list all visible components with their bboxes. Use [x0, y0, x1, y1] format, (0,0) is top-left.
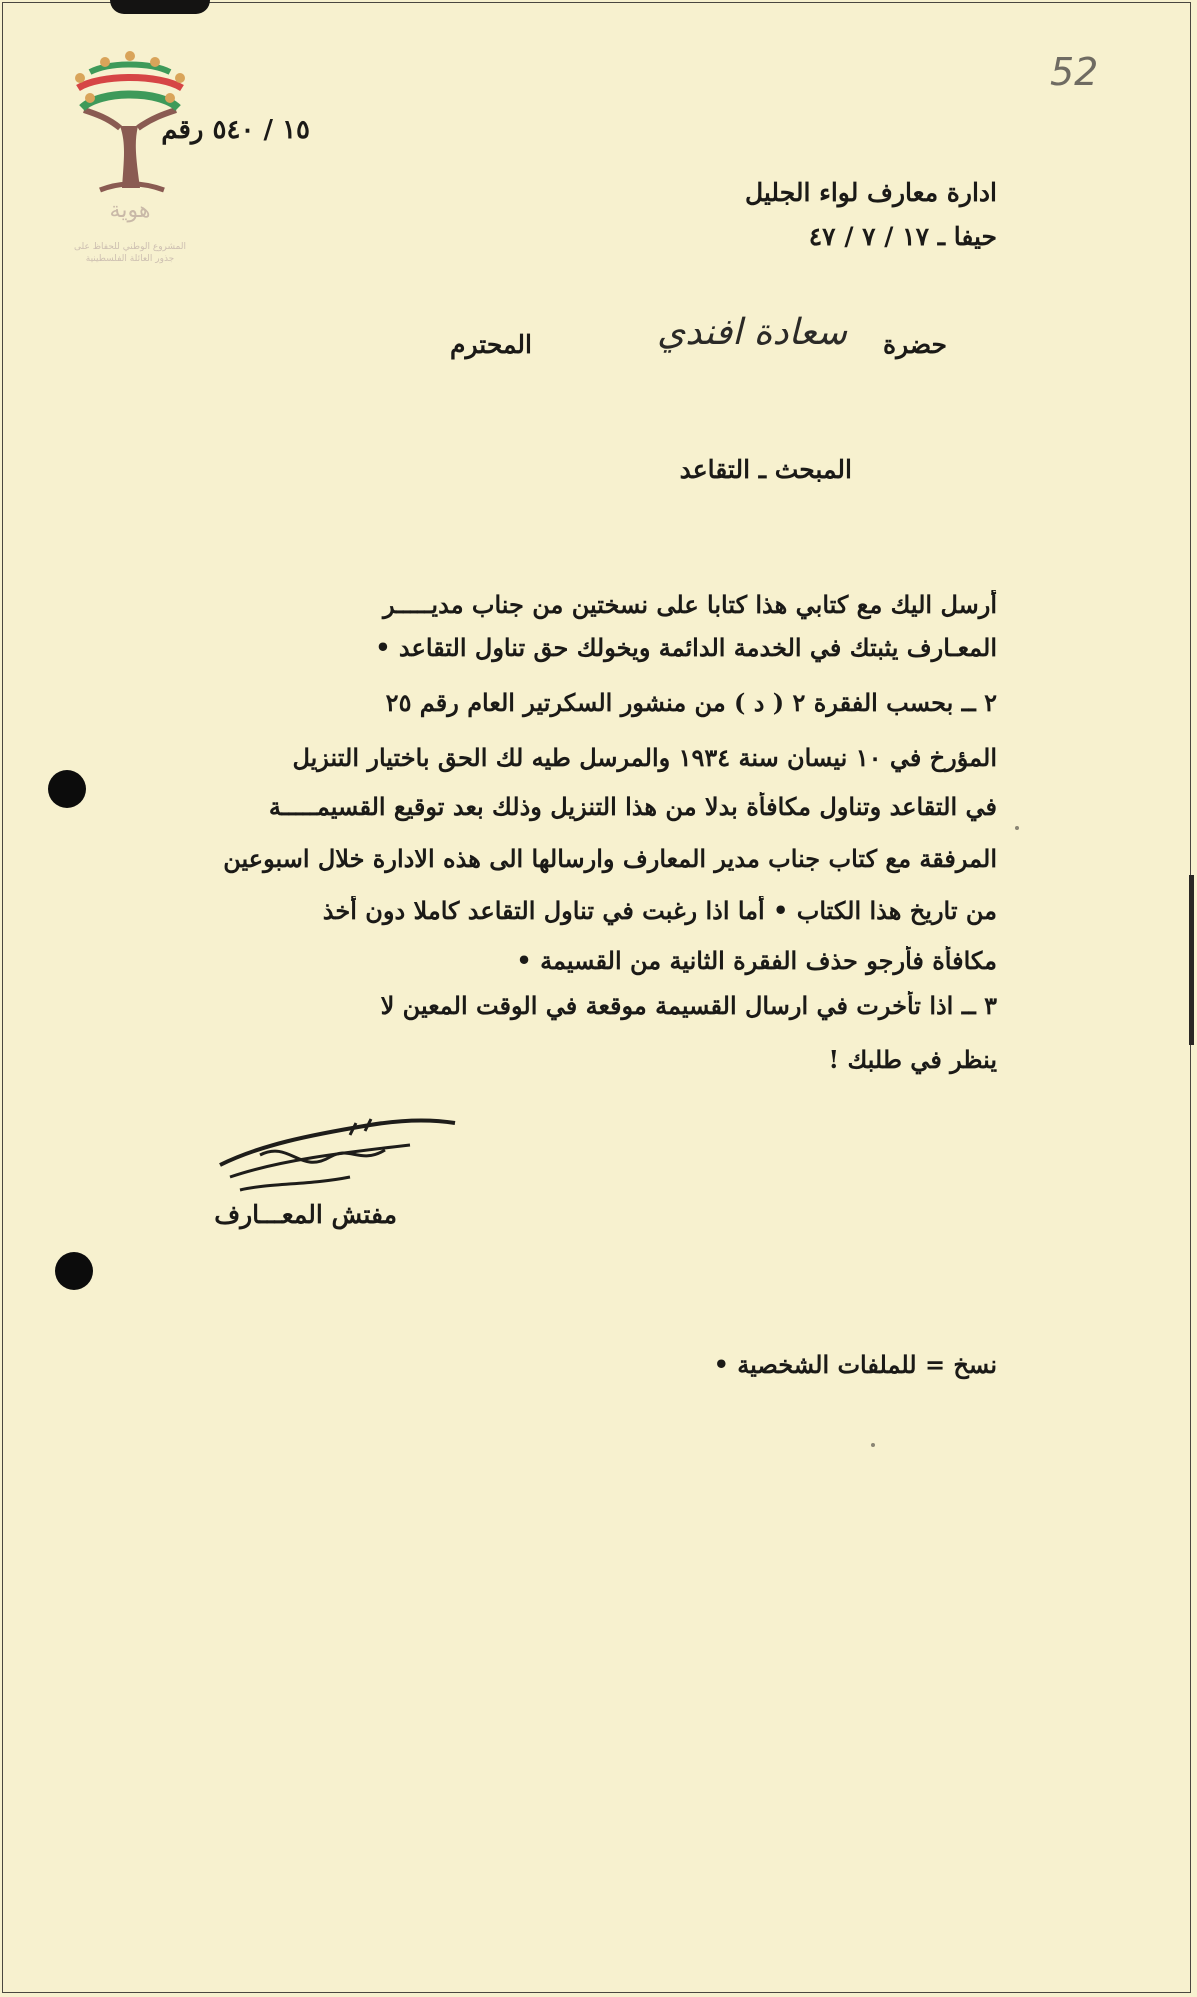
punch-hole-lower [55, 1252, 93, 1290]
reference-value: ١٥ / ٥٤٠ [212, 115, 310, 145]
body-line: ينظر في طلبك ! [828, 1045, 997, 1074]
logo-tagline-1: المشروع الوطني للحفاظ على [73, 242, 186, 252]
issuing-office: ادارة معارف لواء الجليل [744, 178, 997, 207]
body-line: مكافأة فأرجو حذف الفقرة الثانية من القسيمة • [516, 946, 997, 975]
scan-smudge [110, 0, 210, 14]
handwritten-signature [200, 1105, 470, 1215]
recipient-label: حضرة [882, 330, 947, 359]
scan-speck [871, 1443, 875, 1447]
reference-label: رقم [161, 115, 204, 145]
signatory-title: مفتش المعـــارف [214, 1200, 397, 1229]
copy-distribution-note: نسخ = للملفات الشخصية • [713, 1350, 997, 1379]
body-line: من تاريخ هذا الكتاب • أما اذا رغبت في تناول التقاعد كاملا دون أخذ [322, 896, 997, 925]
body-line: في التقاعد وتناول مكافأة بدلا من هذا التنزيل وذلك بعد توقيع القسيمـــــة [268, 792, 997, 821]
scan-speck [1015, 826, 1019, 830]
logo-tagline-2: جذور العائلة الفلسطينية [85, 254, 175, 264]
body-line: المؤرخ في ١٠ نيسان سنة ١٩٣٤ والمرسل طيه لك الحق باختيار التنزيل [292, 743, 997, 772]
place-and-date: حيفا ـ ١٧ / ٧ / ٤٧ [808, 222, 997, 251]
heritage-logo [60, 48, 200, 273]
body-line: ٢ ــ بحسب الفقرة ٢ ( د ) من منشور السكرتير العام رقم ٢٥ [385, 688, 997, 717]
subject-line: المبحث ـ التقاعد [679, 455, 852, 484]
body-line: المرفقة مع كتاب جناب مدير المعارف وارسالها الى هذه الادارة خلال اسبوعين [223, 844, 997, 873]
body-line: المعـارف يثبتك في الخدمة الدائمة ويخولك حق تناول التقاعد • [375, 633, 997, 662]
recipient-name: سعادة افندي [657, 312, 847, 353]
reference-number [161, 115, 310, 145]
body-line: أرسل اليك مع كتابي هذا كتابا على نسختين من جناب مديـــــر [383, 590, 997, 619]
punch-hole-upper [48, 770, 86, 808]
body-line: ٣ ــ اذا تأخرت في ارسال القسيمة موقعة في الوقت المعين لا [380, 991, 997, 1020]
recipient-title: المحترم [450, 330, 532, 359]
scan-edge-mark [1189, 875, 1194, 1045]
page-number: 52 [1050, 50, 1099, 94]
logo-name: هوية [109, 198, 151, 223]
